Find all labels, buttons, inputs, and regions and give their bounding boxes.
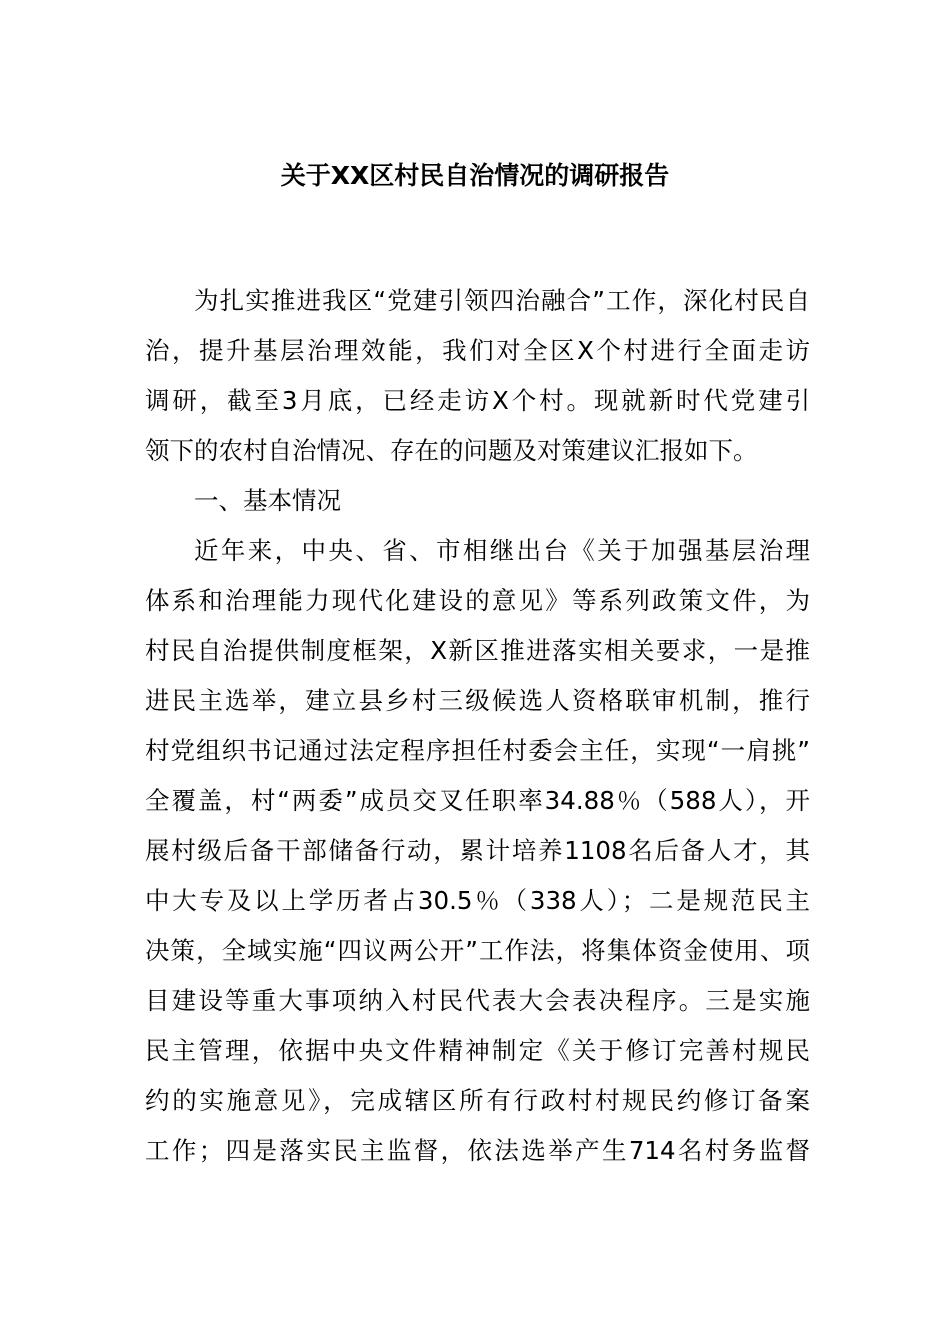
paragraph-line: 展村级后备干部储备行动，累计培养1108名后备人才，其 (145, 836, 810, 865)
paragraph-line: 民主管理，依据中央文件精神制定《关于修订完善村规民 (145, 1036, 810, 1065)
paragraph-line: 约的实施意见》，完成辖区所有行政村村规民约修订备案 (145, 1086, 810, 1115)
paragraph-line: 调研，截至3月底，已经走访X个村。现就新时代党建引 (145, 386, 810, 415)
paragraph-line: 村民自治提供制度框架，X新区推进落实相关要求，一是推 (145, 636, 810, 665)
paragraph-line: 工作；四是落实民主监督，依法选举产生714名村务监督 (145, 1136, 810, 1165)
paragraph-line: 全覆盖，村“两委”成员交叉任职率34.88％（588人），开 (145, 786, 810, 815)
document-title: 关于XX区村民自治情况的调研报告 (280, 161, 670, 190)
paragraph-line: 为扎实推进我区“党建引领四治融合”工作，深化村民自 (194, 286, 810, 315)
paragraph-line: 领下的农村自治情况、存在的问题及对策建议汇报如下。 (145, 436, 758, 465)
paragraph-line: 村党组织书记通过法定程序担任村委会主任，实现“一肩挑” (145, 736, 810, 765)
paragraph-line: 进民主选举，建立县乡村三级候选人资格联审机制，推行 (145, 686, 810, 715)
paragraph-line: 体系和治理能力现代化建设的意见》等系列政策文件，为 (145, 586, 810, 615)
paragraph-line: 中大专及以上学历者占30.5％（338人）；二是规范民主 (145, 886, 810, 915)
paragraph-line: 决策，全域实施“四议两公开”工作法，将集体资金使用、项 (145, 936, 810, 965)
paragraph-line: 治，提升基层治理效能，我们对全区X个村进行全面走访 (145, 336, 810, 365)
paragraph-line: 近年来，中央、省、市相继出台《关于加强基层治理 (194, 536, 810, 565)
paragraph-line: 目建设等重大事项纳入村民代表大会表决程序。三是实施 (145, 986, 810, 1015)
section-heading: 一、基本情况 (194, 486, 341, 515)
